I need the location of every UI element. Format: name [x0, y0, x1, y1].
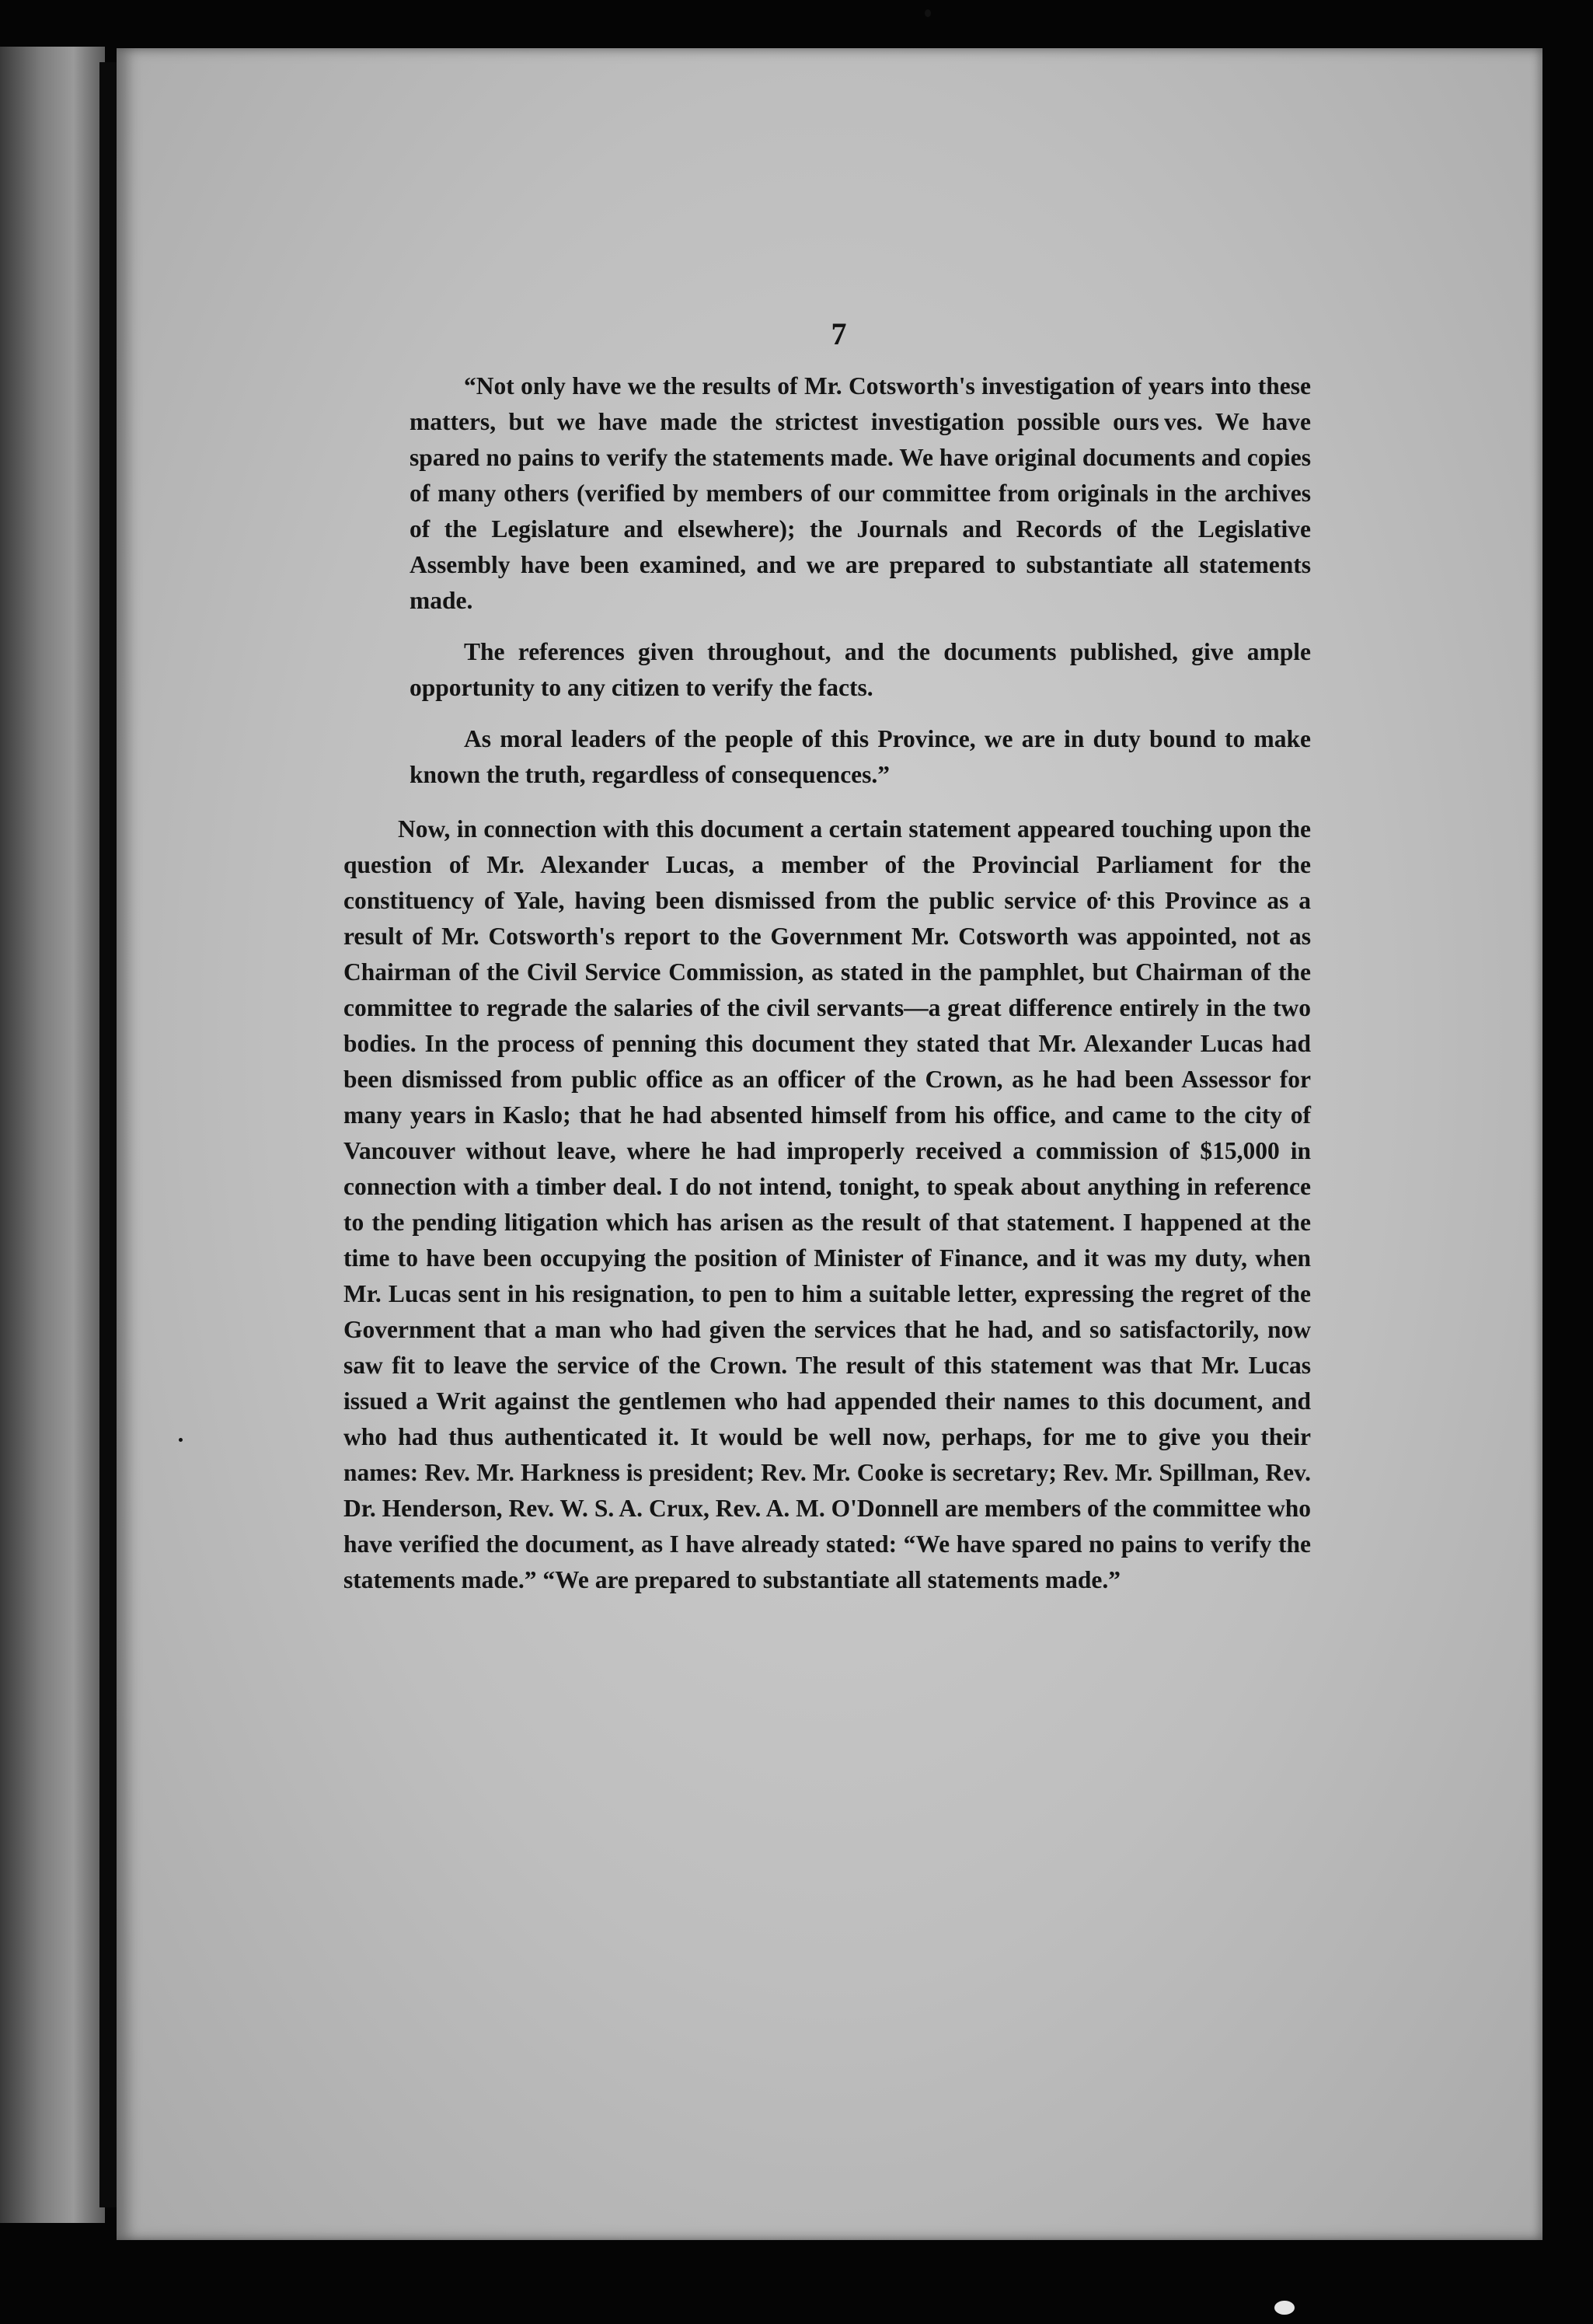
facing-page-edge — [0, 47, 105, 2223]
page-number: 7 — [831, 316, 847, 351]
scan-speck — [179, 1438, 183, 1442]
body-text — [343, 811, 1311, 1598]
quote-paragraph: “Not only have we the results of Mr. Cotsworth's investigation of years into these matters, but we have made the strictest investigation possible ours ves. We have spared no pains to verify the statements made. We have original documents and copies of many others (verified by members of our committee from originals in the archives of the Legislature and elsewhere); the Journals and Records of the Legislative Assembly have been examined, and we are prepared to substantiate all statements made. — [410, 372, 1311, 614]
body-paragraph: Now, in connection with this document a certain statement appeared touching upon the question of Mr. Alexander Lucas, a member of the Provincial Parliament for the constituency of Yale, having been dismissed from the public service of this Province as a result of Mr. Cotsworth's report to the Government Mr. Cotsworth was appointed, not as Chairman of the Civil Service Commission, as stated in the pamphlet, but Chairman of the committee to regrade the salaries of the civil servants—a great difference entirely in the two bodies. In the process of penning this document they stated that Mr. Alexander Lucas had been dismissed from public office as an officer of the Crown, as he had been Assessor for many years in Kaslo; that he had absented himself from his office, and came to the city of Vancouver without leave, where he had improperly received a commission of $15,000 in connection with a timber deal. I do not intend, tonight, to speak about anything in reference to the pending litigation which has arisen as the result of that statement. I happened at the time to have been occupying the position of Minister of Finance, and it was my duty, when Mr. Lucas sent in his resignation, to pen to him a suitable letter, expressing the regret of the Government that a man who had given the services that he had, and so satisfactorily, now saw fit to leave the service of the Crown. The result of this statement was that Mr. Lucas issued a Writ against the gentlemen who had appended their names to this document, and who had thus authenticated it. It would be well now, perhaps, for me to give you their names: Rev. Mr. Harkness is president; Rev. Mr. Cooke is secretary; Rev. Mr. Spillman, Rev. Dr. Henderson, Rev. W. S. A. Crux, Rev. A. M. O'Donnell are members of the committee who have verified the document, as I have already stated: “We have spared no pains to verify the statements made.” “We are prepared to substantiate all statements made.” — [343, 815, 1311, 1593]
page-gutter — [99, 62, 117, 2207]
quote-paragraph: The references given throughout, and the documents published, give ample opportunity to any citizen to verify the facts. — [410, 638, 1311, 701]
scan-speck — [925, 9, 931, 17]
quote-paragraph: As moral leaders of the people of this Province, we are in duty bound to make known the truth, regardless of consequences.” — [410, 725, 1311, 788]
quoted-statement — [410, 368, 1311, 793]
page-text — [343, 311, 1311, 1598]
scan-speck — [1274, 2301, 1295, 2315]
